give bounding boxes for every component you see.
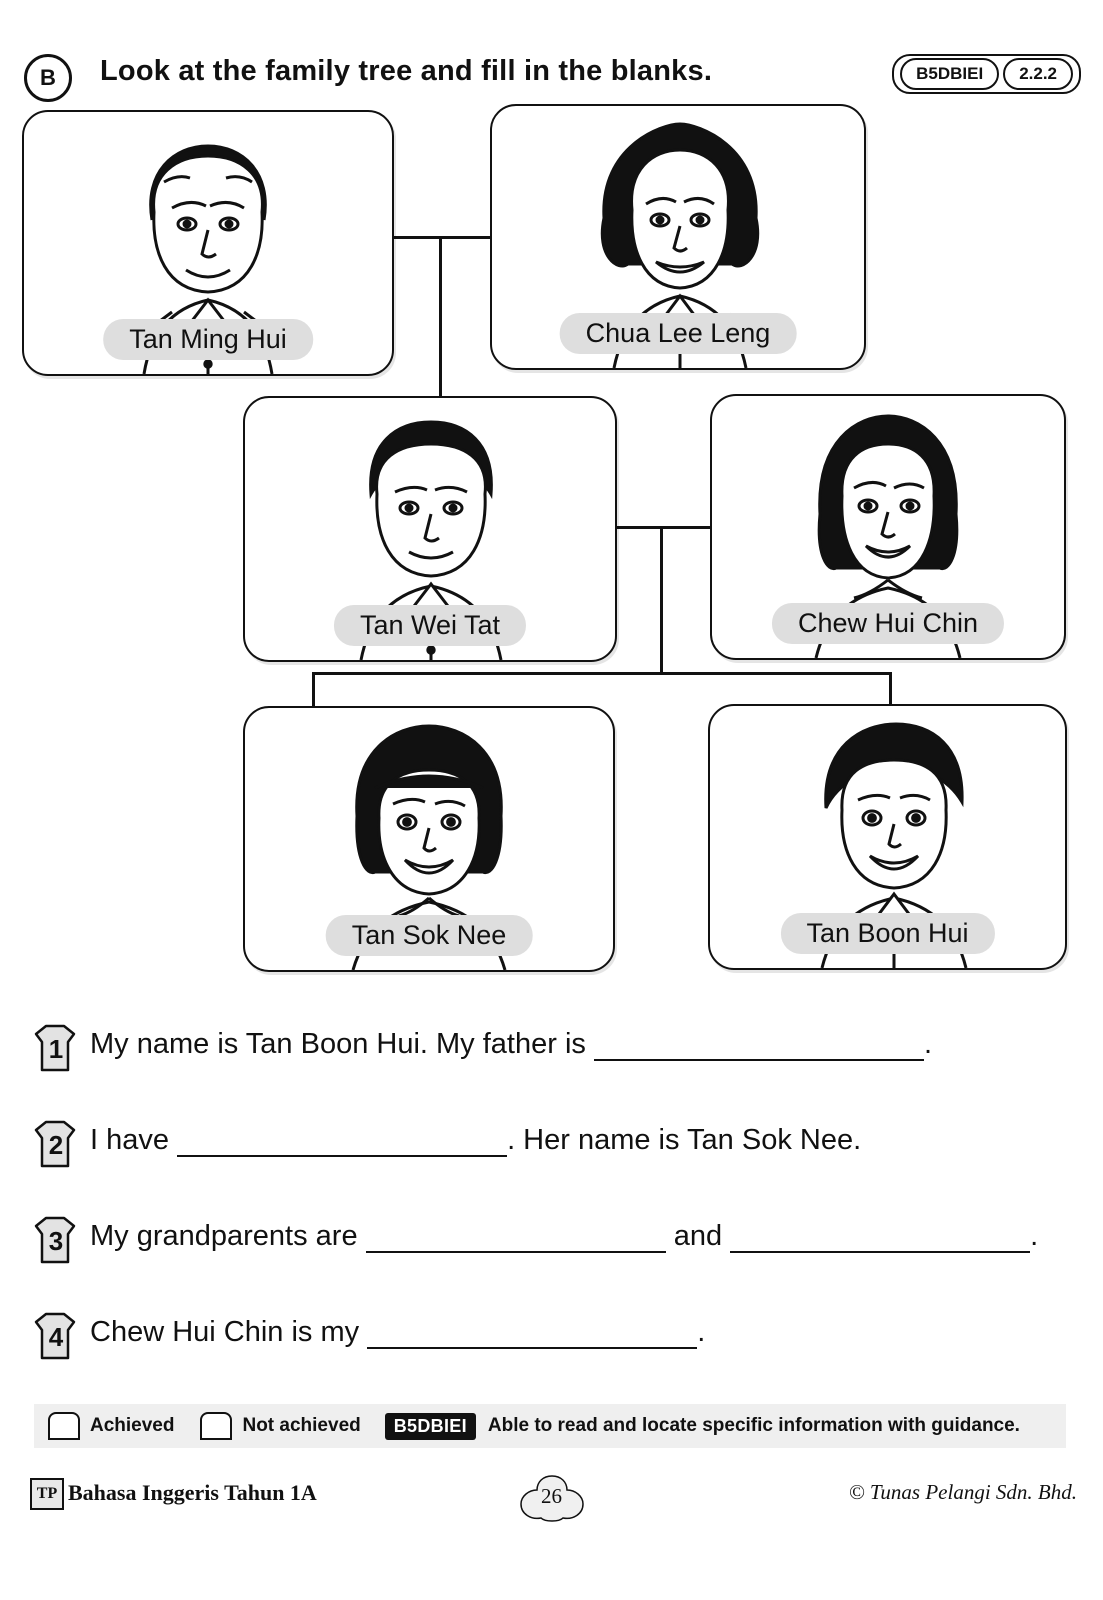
page-number: 26 xyxy=(541,1483,562,1508)
connector-children-horizontal xyxy=(312,672,892,675)
question-text-before: My name is Tan Boon Hui. My father is xyxy=(90,1028,586,1060)
question-row xyxy=(0,1114,1103,1210)
family-name-mother: Chew Hui Chin xyxy=(772,603,1004,644)
answer-blank[interactable] xyxy=(177,1135,507,1157)
page-header xyxy=(0,22,1103,90)
question-text xyxy=(90,1028,932,1061)
family-card-self[interactable] xyxy=(708,704,1067,970)
instruction-text: Look at the family tree and fill in the blanks. xyxy=(100,55,713,87)
standard-label: 2.2.2 xyxy=(1003,58,1073,90)
question-text-after: . Her name is Tan Sok Nee. xyxy=(507,1124,862,1156)
family-card-grandfather[interactable] xyxy=(22,110,394,376)
question-text xyxy=(90,1316,705,1349)
connector-self-down xyxy=(889,672,892,708)
question-number: 4 xyxy=(48,1321,64,1352)
question-row xyxy=(0,1306,1103,1402)
answer-blank[interactable] xyxy=(367,1327,697,1349)
question-number: 2 xyxy=(48,1129,64,1160)
question-text-before: I have xyxy=(90,1124,169,1156)
not-achieved-checkbox[interactable] xyxy=(200,1412,232,1440)
family-card-grandmother[interactable] xyxy=(490,104,866,370)
question-text-after: . xyxy=(1030,1220,1039,1252)
answer-blank[interactable] xyxy=(594,1039,924,1061)
question-number: 1 xyxy=(48,1033,64,1064)
family-card-mother[interactable] xyxy=(710,394,1066,660)
family-name-self: Tan Boon Hui xyxy=(780,913,994,954)
book-title: Bahasa Inggeris Tahun 1A xyxy=(68,1480,317,1505)
family-name-father: Tan Wei Tat xyxy=(334,605,526,646)
questions-list xyxy=(0,1018,1103,1402)
section-letter-badge: B xyxy=(24,54,72,102)
code-label: B5DBIEI xyxy=(900,58,999,90)
family-name-grandfather: Tan Ming Hui xyxy=(103,319,313,360)
band-description: Able to read and locate specific information with guidance. xyxy=(487,1415,1020,1436)
copyright-text: © Tunas Pelangi Sdn. Bhd. xyxy=(848,1480,1077,1504)
assessment-band xyxy=(34,1404,1066,1448)
band-code-badge: B5DBIEI xyxy=(385,1413,476,1440)
question-text-after: . xyxy=(697,1316,706,1348)
connector-parents-down xyxy=(660,526,663,674)
question-text xyxy=(90,1220,1038,1253)
achieved-label: Achieved xyxy=(90,1415,175,1436)
publisher-logo-icon: TP xyxy=(30,1478,64,1510)
question-text-after: . xyxy=(923,1028,933,1060)
question-number: 3 xyxy=(48,1225,64,1256)
question-row xyxy=(0,1018,1103,1114)
question-text-before: My grandparents are xyxy=(90,1220,358,1252)
connector-sister-down xyxy=(312,672,315,708)
family-name-grandmother: Chua Lee Leng xyxy=(560,313,797,354)
question-text xyxy=(90,1124,861,1157)
standard-code-pill xyxy=(892,54,1081,94)
achieved-checkbox[interactable] xyxy=(48,1412,80,1440)
family-name-sister: Tan Sok Nee xyxy=(326,915,533,956)
connector-grandparents-down xyxy=(439,236,442,396)
family-card-father[interactable] xyxy=(243,396,617,662)
family-tree xyxy=(0,96,1103,986)
answer-blank[interactable] xyxy=(366,1231,666,1253)
answer-blank-2[interactable] xyxy=(730,1231,1030,1253)
question-text-before: Chew Hui Chin is my xyxy=(90,1316,360,1348)
page-footer xyxy=(0,1470,1103,1530)
question-text-mid: and xyxy=(673,1220,723,1252)
question-row xyxy=(0,1210,1103,1306)
not-achieved-label: Not achieved xyxy=(242,1415,361,1436)
family-card-sister[interactable] xyxy=(243,706,615,972)
